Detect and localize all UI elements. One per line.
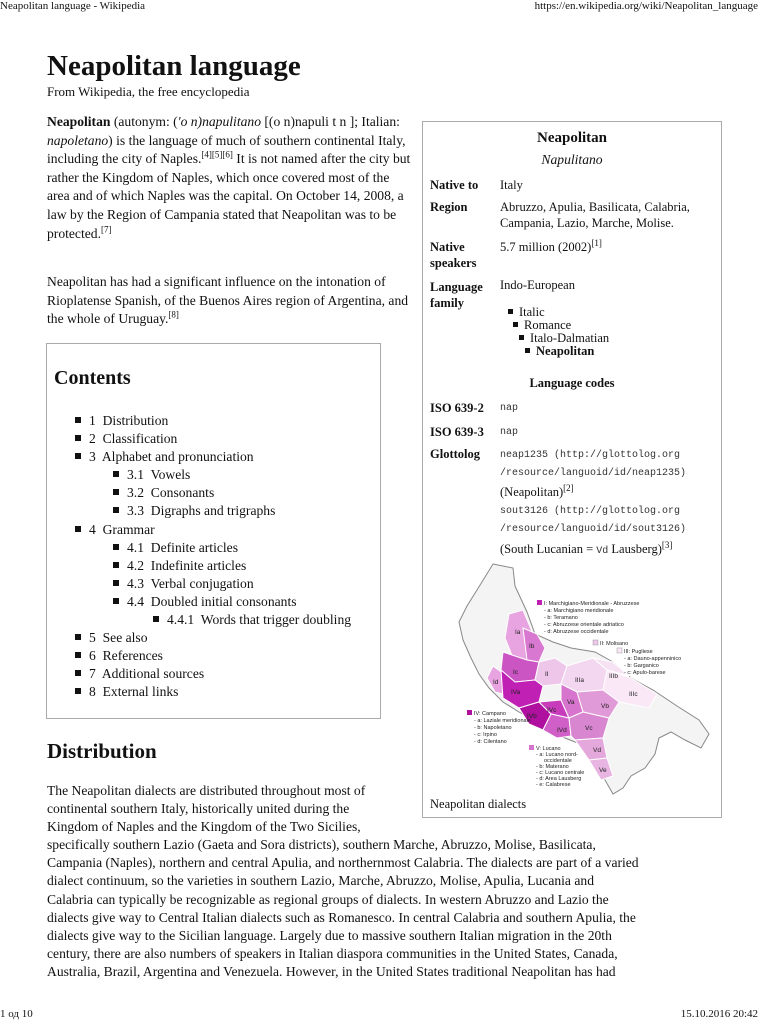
map-label: IVa: [511, 689, 521, 696]
table-of-contents: [46, 343, 381, 719]
toc-item[interactable]: 6 References: [75, 647, 351, 665]
glottolog-name-1: [500, 484, 574, 500]
lead-text-2: [(o n)napuli t n ]; Italian:: [261, 114, 400, 129]
region-value: Abruzzo, Apulia, Basilicata, Calabria, Campania, Lazio, Marche, Molise.: [500, 200, 690, 230]
toc-item[interactable]: 4.4 Doubled initial consonants: [75, 593, 351, 611]
glottolog-path-1[interactable]: /resource/languoid/id/neap1235): [500, 468, 687, 479]
text-line: dialect continuum, so the varieties in southern Lazio, Marche, Abruzzo, Molise, Apulia, Lucania and: [47, 873, 594, 889]
legend-text: - c: Lucano centrale: [536, 770, 585, 776]
text-line: dialects give way to Central Italian dialects such as Romanesco. In central Calabria and southern Apulia, the: [47, 909, 636, 925]
legend-text: occidentale: [544, 758, 572, 764]
tree-item[interactable]: Italic: [508, 305, 545, 320]
legend-text: - e: Calabrese: [536, 782, 571, 788]
toc-item[interactable]: 4.4.1 Words that trigger doubling: [75, 611, 351, 629]
legend-text: - c: Apulo-barese: [624, 670, 666, 676]
map-label: Vd: [593, 747, 601, 754]
infobox-title: Neapolitan: [536, 130, 607, 146]
legend-text: - c: Irpino: [474, 732, 497, 738]
map-caption: Neapolitan dialects: [430, 797, 527, 811]
legend-swatch: [467, 710, 472, 715]
tree-item-current: Neapolitan: [525, 344, 594, 359]
legend-swatch: [529, 745, 534, 750]
glottolog-name-2-text: (South Lucanian =: [500, 542, 597, 556]
toc-item[interactable]: 2 Classification: [75, 430, 351, 448]
influence-paragraph: [47, 273, 411, 329]
map-label: Id: [493, 679, 499, 686]
speakers-label: Native speakers: [430, 240, 477, 270]
native-to-value[interactable]: Italy: [500, 178, 523, 192]
iso3-code[interactable]: nap: [500, 427, 519, 438]
glottolog-name-2-text-b: Lausberg): [608, 542, 662, 556]
iso3-label[interactable]: ISO 639-3: [430, 425, 484, 439]
page-subtitle: From Wikipedia, the free encyclopedia: [47, 84, 250, 99]
map-label: Va: [567, 699, 575, 706]
text-line: continental southern Italy, historically united during the: [47, 801, 350, 817]
iso2-code[interactable]: nap: [500, 403, 519, 414]
speakers-value: [500, 239, 602, 255]
legend-text: II: Molisano: [600, 641, 629, 647]
dialect-map[interactable]: [453, 562, 715, 800]
legend-text: III: Pugliese: [624, 649, 653, 655]
speakers-count: 5.7 million (2002): [500, 240, 592, 254]
native-to-label: Native to: [430, 178, 479, 192]
toc-item[interactable]: 3 Alphabet and pronunciation: [75, 448, 351, 466]
glottolog-link-2[interactable]: sout3126 (http://glottolog.org: [500, 506, 681, 517]
glottolog-path-2[interactable]: /resource/languoid/id/sout3126): [500, 524, 687, 535]
glottolog-name-1-text: (Neapolitan): [500, 485, 564, 499]
lead-text-4: It is not named after the city but rather the Kingdom of Naples, which once covered most of the area and of which Naples was the capital. On October 14, 2008, a law by the Region of Campania stated that Neapolitan was to be protected.: [47, 151, 411, 241]
legend-text: - b: Garganico: [624, 663, 659, 669]
region-label: Region: [430, 200, 468, 214]
tree-item[interactable]: Italo-Dalmatian: [519, 331, 609, 346]
text-line: Kingdom of Naples and the Kingdom of the Two Sicilies,: [47, 819, 361, 835]
distribution-heading: Distribution: [47, 739, 157, 763]
legend-text: - b: Teramano: [544, 615, 578, 621]
region-vd: [575, 738, 607, 760]
map-label: IVb: [527, 713, 537, 720]
text-line: specifically southern Lazio (Gaeta and Sora districts), southern Marche, Abruzzo, Molise, Basilicata,: [47, 837, 596, 853]
ref-link[interactable]: [8]: [168, 309, 179, 320]
text-line: Campania (Naples), northern and central Apulia, and northernmost Calabria. The dialects are part of a varied: [47, 855, 639, 871]
legend-swatch: [537, 600, 542, 605]
legend-text: - a: Lucano nord-: [536, 752, 578, 758]
ref-link[interactable]: [1]: [591, 237, 602, 248]
lead-text-3: ) is the language of much of southern continental Italy, including the city of Naples.: [47, 132, 406, 167]
ref-link[interactable]: [2]: [563, 482, 574, 493]
map-label: IIIc: [629, 691, 638, 698]
map-label: Ib: [529, 643, 535, 650]
glottolog-name-2: [500, 541, 672, 560]
toc-item[interactable]: 8 External links: [75, 683, 351, 701]
text-line: The Neapolitan dialects are distributed throughout most of: [47, 783, 366, 798]
family-value[interactable]: Indo-European: [500, 278, 575, 292]
toc-title: Contents: [54, 367, 131, 389]
print-datetime: 15.10.2016 20:42: [680, 1008, 758, 1020]
text-line: Calabria can typically be recognizable as regional groups of dialects. In western Abruzzo and Lazio the: [47, 891, 609, 907]
map-label: IVd: [557, 727, 567, 734]
legend-text: IV: Campano: [474, 711, 506, 717]
glottolog-link-1[interactable]: neap1235 (http://glottolog.org: [500, 450, 681, 461]
toc-item[interactable]: 4.1 Definite articles: [75, 539, 351, 557]
legend-text: - b: Materano: [536, 764, 569, 770]
infobox: [422, 121, 722, 818]
language-codes-heading: Language codes: [529, 376, 615, 390]
toc-item[interactable]: 4.3 Verbal conjugation: [75, 575, 351, 593]
text-line: century, there are also numbers of speakers in Italian diaspora communities in the United States, Canada,: [47, 945, 618, 961]
ref-link[interactable]: [7]: [100, 224, 112, 235]
legend-text: - d: Area Lausberg: [536, 776, 582, 782]
lead-paragraph: [47, 113, 411, 243]
map-label: IVc: [547, 707, 557, 714]
infobox-native-name: Napulitano: [541, 152, 603, 167]
text-line: Australia, Brazil, Argentina and Venezuela. However, in the United States traditional Neapolitan has had: [47, 963, 616, 979]
legend-text: I: Marchigiano-Meridionale - Abruzzese: [544, 601, 640, 607]
text-line: dialects give way to the Sicilian language. Largely due to massive southern Italian migration in the 20th: [47, 927, 612, 943]
legend-text: - a: Laziale meridionale: [474, 718, 531, 724]
toc-item[interactable]: 3.1 Vowels: [75, 466, 351, 484]
iso2-label[interactable]: ISO 639-2: [430, 401, 484, 415]
lead-bold: Neapolitan: [47, 114, 111, 129]
toc-item[interactable]: 5 See also: [75, 629, 351, 647]
ref-link[interactable]: [3]: [661, 539, 673, 550]
legend-text: - a: Marchigiano meridionale: [544, 608, 614, 614]
tree-item[interactable]: Romance: [513, 318, 571, 333]
lead-text-1: (autonym: (: [110, 114, 178, 129]
map-label: Ia: [515, 629, 521, 636]
map-label: Ic: [513, 669, 519, 676]
page-indicator: 1 од 10: [0, 1008, 33, 1020]
toc-item[interactable]: 3.3 Digraphs and trigraphs: [75, 502, 351, 520]
browser-url: https://en.wikipedia.org/wiki/Neapolitan_language: [534, 0, 758, 12]
legend-text: - d: Abruzzese occidentale: [544, 629, 609, 635]
toc-item[interactable]: 4.2 Indefinite articles: [75, 557, 351, 575]
legend-text: - d: Cilentano: [474, 739, 507, 745]
para2-text: Neapolitan has had a significant influence on the intonation of Rioplatense Spanish, of the Buenos Aires region of Argentina, and the whole of Uruguay.: [47, 274, 409, 327]
map-label: Vb: [601, 703, 609, 710]
browser-page-title: Neapolitan language - Wikipedia: [0, 0, 146, 12]
page-title: Neapolitan language: [47, 50, 301, 82]
toc-item[interactable]: 4 Grammar: [75, 521, 351, 539]
map-label: IIIa: [575, 677, 585, 684]
ref-link[interactable]: [4][5][6]: [201, 149, 233, 160]
vd-code: Vd: [596, 546, 609, 557]
family-label: Language family: [430, 280, 483, 310]
legend-text: V: Lucano: [536, 746, 561, 752]
legend-swatch: [617, 648, 622, 653]
legend-text: - c: Abruzzese orientale adriatico: [544, 622, 624, 628]
toc-item[interactable]: 1 Distribution: [75, 412, 351, 430]
glottolog-label[interactable]: Glottolog: [430, 447, 480, 461]
lead-italic-1: 'o n)napulitano: [177, 114, 261, 129]
map-label: Vc: [585, 725, 593, 732]
toc-item[interactable]: 3.2 Consonants: [75, 484, 351, 502]
map-label: IIIb: [609, 673, 619, 680]
legend-text: - b: Napoletano: [474, 725, 512, 731]
toc-item[interactable]: 7 Additional sources: [75, 665, 351, 683]
legend-swatch: [593, 640, 598, 645]
lead-italic-2: napoletano: [47, 132, 109, 148]
map-label: II: [545, 671, 549, 678]
legend-text: - a: Dauno-appenninico: [624, 656, 682, 662]
map-label: Ve: [599, 767, 607, 774]
toc-list: [75, 412, 351, 702]
